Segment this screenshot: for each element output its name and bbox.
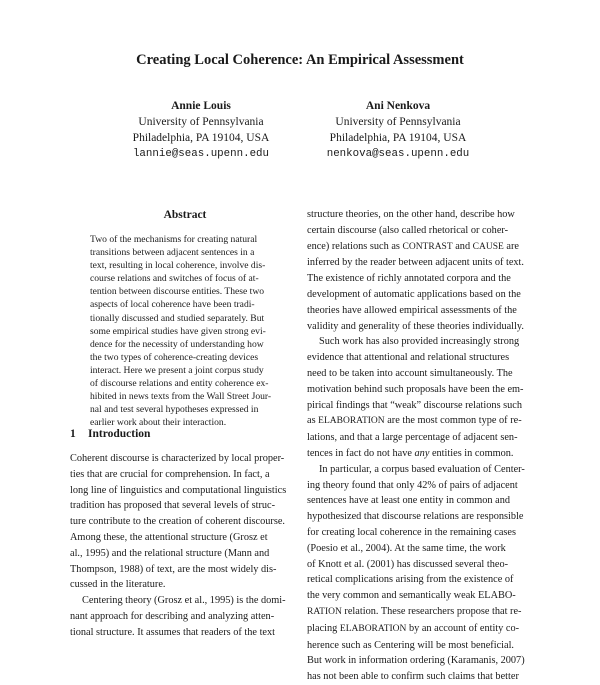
body-line: development of automatic applications based on the: [307, 288, 521, 300]
emphasis-word: any: [414, 447, 430, 459]
body-line: al., 1995) and the relational structure (Mann and: [70, 547, 270, 559]
abstract-line: text, resulting in local coherence, involve dis-: [90, 260, 266, 272]
body-line: sentences have at least one entity in common and: [307, 495, 511, 507]
abstract-line: aspects of local coherence have been tradi-: [90, 299, 255, 311]
relation-name: CONTRAST: [402, 241, 453, 252]
body-line: [307, 621, 531, 638]
abstract-line: the two types of coherence-creating devices: [90, 351, 259, 363]
text-run: tences in fact do not have: [307, 447, 415, 459]
body-line: motivation behind such proposals have been the em-: [307, 383, 524, 395]
body-line: has not been able to confirm such claims that better: [307, 671, 519, 683]
body-line: Such work has also provided increasingly strong: [319, 336, 520, 348]
author-affiliation: University of Pennsylvania: [335, 116, 461, 128]
body-line: [307, 446, 531, 462]
abstract-line: nal and test several hypotheses expressed in: [90, 404, 259, 416]
text-run: by an account of entity co-: [406, 622, 520, 634]
left-column-body: [70, 451, 298, 641]
section-title: Introduction: [88, 428, 151, 440]
abstract-heading: Abstract: [163, 209, 207, 221]
body-line: for creating local coherence in the remaining cases: [307, 526, 516, 538]
text-run: ence) relations such as: [307, 240, 403, 252]
abstract-line: tionally discussed and studied separately. But: [90, 312, 265, 324]
body-line: Centering theory (Grosz et al., 1995) is the domi-: [82, 595, 286, 607]
relation-name: RATION: [307, 606, 342, 617]
body-line: structure theories, on the other hand, describe how: [307, 209, 515, 220]
body-line: tradition has proposed that several levels of struc-: [70, 500, 276, 512]
body-line: (Poesio et al., 2004). At the same time, the work: [307, 542, 506, 554]
body-line: ing theory found that only 42% of pairs of adjacent: [307, 479, 518, 491]
body-line: hypothesized that discourse relations are responsible: [307, 511, 524, 523]
abstract-line: earlier work about their interaction.: [90, 417, 227, 429]
abstract-line: hibited in news texts from the Wall Street Jour-: [90, 391, 272, 403]
relation-name: ELABORATION: [339, 623, 407, 634]
abstract-line: transitions between adjacent sentences in a: [90, 247, 255, 259]
abstract-line: dence for the necessity of understanding how: [90, 338, 264, 350]
text-run: are: [503, 240, 519, 252]
right-column-body: [307, 207, 531, 685]
body-line: theories have allowed empirical assessments of the: [307, 304, 517, 316]
section-heading: [70, 428, 150, 440]
abstract-line: course relations and switches of focus of at-: [90, 273, 259, 285]
body-line: certain discourse (also called rhetorical or coher-: [307, 224, 509, 236]
body-line: But work in information ordering (Karamanis, 2007): [307, 655, 525, 667]
author-name: Ani Nenkova: [365, 100, 431, 112]
section-number: 1: [70, 428, 76, 440]
body-line: ties that are crucial for comprehension. In fact, a: [70, 468, 270, 480]
body-line: pirical findings that “weak” discourse relations such: [307, 399, 523, 411]
abstract-line: of discourse relations and entity coherence ex-: [90, 378, 269, 390]
body-line: tional structure. It assumes that readers of the text: [70, 626, 276, 638]
body-line: [307, 604, 531, 621]
body-line: herence such as Centering will be most beneficial.: [307, 639, 515, 651]
abstract-line: tention between discourse entities. These two: [90, 286, 265, 298]
author-affiliation: University of Pennsylvania: [138, 116, 264, 128]
body-line: long line of linguistics and computational linguistics: [70, 484, 287, 496]
text-run: are the most common type of re-: [384, 415, 522, 427]
text-run: entities in common.: [429, 447, 514, 459]
abstract-line: Two of the mechanisms for creating natural: [90, 234, 258, 245]
abstract-line: some empirical studies have given strong evi-: [90, 325, 266, 337]
body-line: [307, 413, 531, 430]
paper-title: Creating Local Coherence: An Empirical Assessment: [136, 52, 464, 68]
body-line: Coherent discourse is characterized by local proper-: [70, 453, 285, 464]
body-line: Among these, the attentional structure (Grosz et: [70, 531, 268, 543]
author-block-2: [298, 98, 498, 162]
body-line: lations, and that a large percentage of adjacent sen-: [307, 432, 518, 444]
body-line: ture contribute to the creation of coherent discourse.: [70, 516, 286, 528]
body-line: the very common and semantically weak ELABO-: [307, 590, 516, 602]
abstract-line: interact. Here we present a joint corpus study: [90, 364, 264, 376]
body-line: inferred by the reader between adjacent units of text.: [307, 257, 524, 269]
author-email: nenkova@seas.upenn.edu: [326, 148, 470, 160]
abstract-text: [90, 233, 283, 429]
author-name: Annie Louis: [171, 100, 231, 112]
author-address: Philadelphia, PA 19104, USA: [132, 132, 270, 144]
body-line: The existence of richly annotated corpora and the: [307, 273, 511, 285]
body-line: In particular, a corpus based evaluation of Center-: [319, 463, 525, 475]
body-line: retical complications arising from the existence of: [307, 574, 514, 586]
body-line: validity and generality of these theories individually.: [307, 320, 524, 332]
body-line: cussed in the literature.: [70, 579, 166, 591]
body-line: of Knott et al. (2001) has discussed several theo-: [307, 558, 509, 570]
text-run: and: [452, 240, 473, 252]
text-run: placing: [307, 622, 340, 634]
body-line: [307, 239, 531, 256]
author-email: lannie@seas.upenn.edu: [132, 148, 270, 160]
author-address: Philadelphia, PA 19104, USA: [329, 132, 467, 144]
author-block-1: [101, 98, 301, 162]
relation-name: ELABORATION: [318, 416, 385, 427]
body-line: need to be taken into account simultaneously. The: [307, 367, 513, 379]
body-line: evidence that attentional and relational structures: [307, 352, 510, 364]
body-line: Thompson, 1988) of text, are the most widely dis-: [70, 563, 277, 575]
relation-name: CAUSE: [472, 241, 504, 252]
body-line: nant approach for describing and analyzing atten-: [70, 610, 275, 622]
text-run: as: [307, 415, 319, 427]
text-run: relation. These researchers propose that re-: [341, 605, 522, 617]
